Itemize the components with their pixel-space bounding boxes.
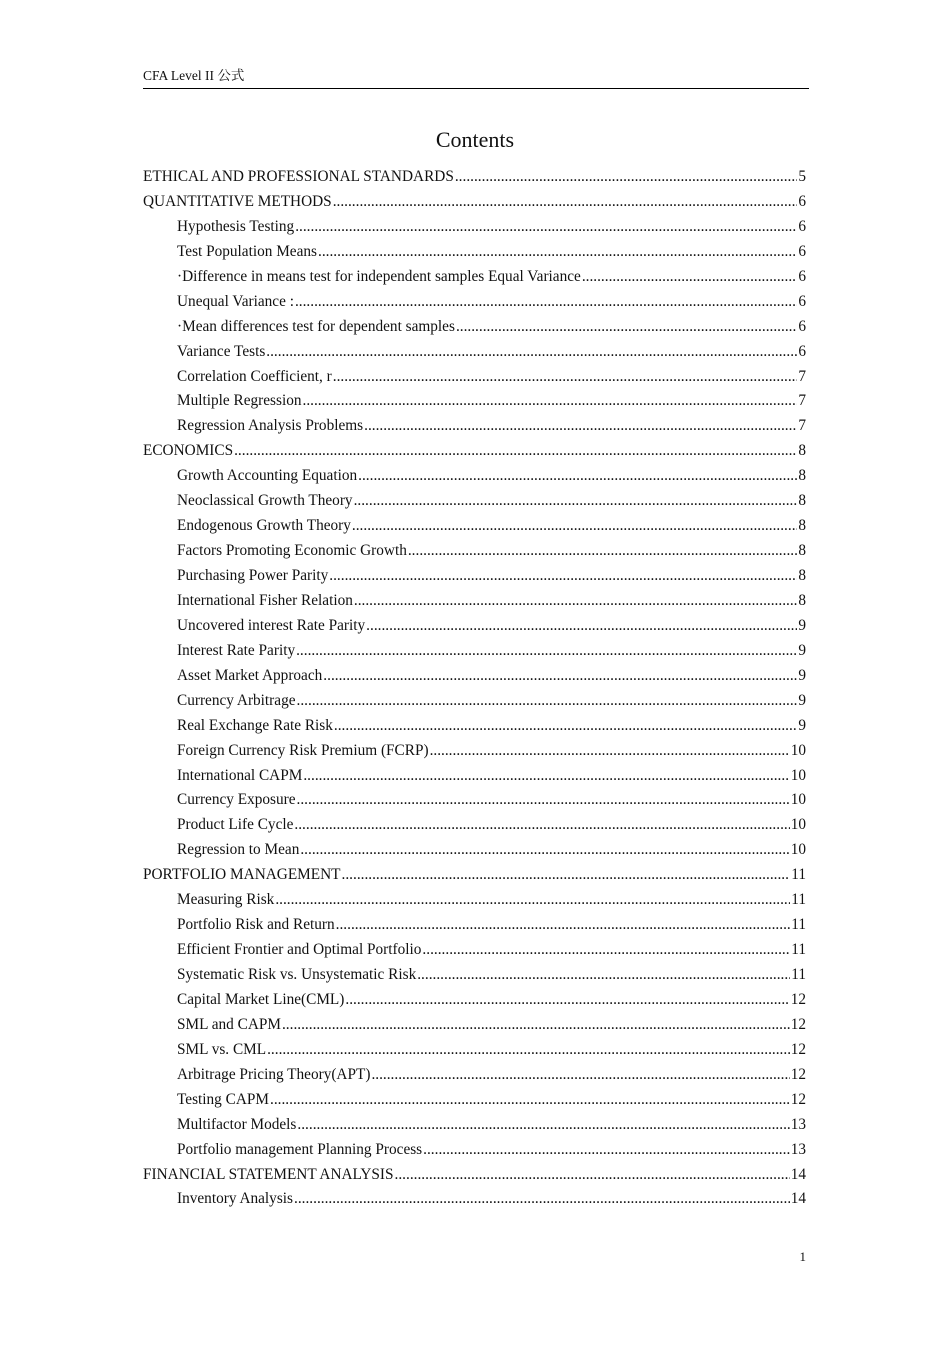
toc-entry-page-number: 12	[790, 1040, 806, 1058]
table-of-contents	[143, 165, 806, 1212]
toc-dot-leader	[282, 1013, 790, 1038]
toc-entry-label: ETHICAL AND PROFESSIONAL STANDARDS	[143, 168, 454, 185]
toc-entry-label: Testing CAPM	[177, 1090, 269, 1108]
toc-entry-label: SML and CAPM	[177, 1015, 281, 1033]
toc-entry-page-number: 8	[798, 542, 806, 560]
toc-entry-label: Multiple Regression	[177, 392, 302, 410]
toc-dot-leader	[345, 988, 789, 1013]
toc-dot-leader	[270, 1088, 790, 1113]
toc-entry-page-number: 7	[798, 367, 806, 385]
toc-entry-label: Real Exchange Rate Risk	[177, 716, 333, 734]
toc-entry-label: QUANTITATIVE METHODS	[143, 192, 332, 210]
toc-subsection-entry[interactable]	[143, 290, 806, 315]
toc-entry-label: ·Mean differences test for dependent samples	[177, 317, 455, 335]
toc-subsection-entry[interactable]	[143, 464, 806, 489]
toc-dot-leader	[371, 1063, 789, 1088]
toc-entry-label: PORTFOLIO MANAGEMENT	[143, 866, 341, 884]
toc-entry-label: Purchasing Power Parity	[177, 567, 329, 584]
toc-subsection-entry[interactable]	[143, 689, 806, 714]
toc-dot-leader	[342, 863, 791, 888]
toc-dot-leader	[294, 813, 789, 838]
toc-subsection-entry[interactable]	[143, 514, 806, 539]
toc-entry-page-number: 12	[790, 1065, 806, 1083]
toc-dot-leader	[295, 290, 797, 315]
toc-entry-page-number: 6	[798, 192, 806, 210]
toc-entry-page-number: 8	[798, 467, 806, 485]
toc-subsection-entry[interactable]	[143, 913, 806, 938]
toc-dot-leader	[267, 1038, 790, 1063]
toc-dot-leader	[430, 739, 790, 764]
toc-entry-label: Uncovered interest Rate Parity	[177, 616, 366, 634]
toc-subsection-entry[interactable]	[143, 1138, 806, 1163]
toc-entry-page-number: 11	[791, 941, 806, 959]
toc-dot-leader	[303, 389, 798, 414]
toc-subsection-entry[interactable]	[143, 240, 806, 265]
toc-entry-page-number: 8	[798, 567, 806, 584]
toc-subsection-entry[interactable]	[143, 340, 806, 365]
toc-dot-leader	[318, 240, 797, 265]
toc-dot-leader	[364, 414, 797, 439]
toc-entry-page-number: 5	[798, 168, 806, 185]
toc-entry-label: Portfolio Risk and Return	[177, 916, 335, 934]
toc-dot-leader	[417, 963, 790, 988]
toc-dot-leader	[352, 514, 797, 539]
toc-entry-page-number: 10	[790, 766, 806, 784]
toc-entry-page-number: 13	[790, 1115, 806, 1133]
toc-entry-label: SML vs. CML	[177, 1040, 267, 1058]
toc-entry-page-number: 9	[798, 616, 806, 634]
toc-entry-label: Foreign Currency Risk Premium (FCRP)	[177, 741, 429, 759]
toc-dot-leader	[334, 714, 797, 739]
toc-entry-page-number: 8	[798, 517, 806, 535]
toc-entry-page-number: 9	[798, 641, 806, 659]
toc-entry-page-number: 6	[798, 292, 806, 310]
toc-entry-page-number: 13	[790, 1140, 806, 1158]
toc-dot-leader	[395, 1163, 790, 1188]
toc-entry-page-number: 6	[798, 342, 806, 360]
toc-subsection-entry[interactable]	[143, 1013, 806, 1038]
toc-dot-leader	[423, 1138, 790, 1163]
toc-entry-label: Arbitrage Pricing Theory(APT)	[177, 1065, 371, 1083]
toc-dot-leader	[455, 165, 798, 190]
toc-entry-label: Portfolio management Planning Process	[177, 1140, 423, 1158]
toc-subsection-entry[interactable]	[143, 988, 806, 1013]
toc-entry-label: Growth Accounting Equation	[177, 467, 358, 485]
toc-subsection-entry[interactable]	[143, 714, 806, 739]
toc-entry-page-number: 11	[791, 891, 806, 909]
toc-entry-label: ECONOMICS	[143, 442, 234, 460]
toc-subsection-entry[interactable]	[143, 1063, 806, 1088]
toc-entry-page-number: 8	[798, 442, 806, 460]
toc-entry-label: Efficient Frontier and Optimal Portfolio	[177, 941, 422, 959]
toc-dot-leader	[358, 464, 797, 489]
toc-entry-page-number: 10	[790, 741, 806, 759]
page-number: 1	[799, 1249, 806, 1264]
toc-subsection-entry[interactable]	[143, 813, 806, 838]
toc-entry-page-number: 9	[798, 716, 806, 734]
toc-entry-page-number: 6	[798, 317, 806, 335]
toc-subsection-entry[interactable]	[143, 1187, 806, 1212]
toc-entry-page-number: 8	[798, 492, 806, 510]
toc-entry-page-number: 10	[790, 791, 806, 809]
toc-dot-leader	[300, 838, 789, 863]
toc-entry-page-number: 12	[790, 1090, 806, 1108]
toc-dot-leader	[295, 215, 797, 240]
toc-entry-label: Capital Market Line(CML)	[177, 990, 345, 1008]
toc-entry-label: Asset Market Approach	[177, 666, 323, 684]
toc-subsection-entry[interactable]	[143, 838, 806, 863]
toc-entry-label: Currency Exposure	[177, 791, 296, 809]
toc-section-entry[interactable]	[143, 165, 806, 190]
toc-dot-leader	[323, 664, 797, 689]
toc-entry-label: Unequal Variance :	[177, 292, 294, 310]
toc-entry-label: Measuring Risk	[177, 891, 275, 909]
toc-dot-leader	[294, 1187, 790, 1212]
toc-entry-label: Hypothesis Testing	[177, 217, 295, 235]
toc-entry-label: International Fisher Relation	[177, 591, 353, 609]
toc-dot-leader	[354, 589, 797, 614]
toc-dot-leader	[234, 439, 797, 464]
toc-dot-leader	[456, 315, 797, 340]
toc-subsection-entry[interactable]	[143, 664, 806, 689]
toc-subsection-entry[interactable]	[143, 1038, 806, 1063]
toc-entry-page-number: 7	[798, 417, 806, 435]
toc-subsection-entry[interactable]	[143, 739, 806, 764]
toc-entry-label: Currency Arbitrage	[177, 691, 296, 709]
toc-subsection-entry[interactable]	[143, 963, 806, 988]
toc-entry-page-number: 9	[798, 691, 806, 709]
toc-subsection-entry[interactable]	[143, 564, 806, 589]
toc-subsection-entry[interactable]	[143, 764, 806, 789]
toc-subsection-entry[interactable]	[143, 639, 806, 664]
toc-dot-leader	[275, 888, 790, 913]
toc-dot-leader	[336, 913, 791, 938]
toc-entry-page-number: 11	[791, 966, 806, 983]
toc-dot-leader	[354, 489, 798, 514]
toc-entry-label: Factors Promoting Economic Growth	[177, 542, 407, 560]
toc-subsection-entry[interactable]	[143, 489, 806, 514]
toc-subsection-entry[interactable]	[143, 215, 806, 240]
toc-entry-label: ·Difference in means test for independent samples Equal Variance	[177, 267, 581, 285]
toc-entry-page-number: 14	[790, 1190, 806, 1208]
toc-entry-label: Endogenous Growth Theory	[177, 517, 351, 535]
toc-subsection-entry[interactable]	[143, 1113, 806, 1138]
toc-dot-leader	[329, 564, 797, 589]
toc-section-entry[interactable]	[143, 190, 806, 215]
toc-dot-leader	[303, 764, 789, 789]
toc-entry-page-number: 11	[791, 916, 806, 934]
toc-subsection-entry[interactable]	[143, 888, 806, 913]
toc-dot-leader	[297, 788, 790, 813]
toc-dot-leader	[582, 265, 798, 290]
toc-section-entry[interactable]	[143, 863, 806, 888]
toc-entry-label: Regression Analysis Problems	[177, 417, 364, 435]
toc-dot-leader	[366, 614, 797, 639]
header-text: CFA Level II 公式	[143, 68, 245, 83]
toc-subsection-entry[interactable]	[143, 539, 806, 564]
toc-dot-leader	[266, 340, 797, 365]
toc-subsection-entry[interactable]	[143, 315, 806, 340]
toc-entry-page-number: 10	[790, 816, 806, 834]
toc-entry-page-number: 9	[798, 666, 806, 684]
toc-subsection-entry[interactable]	[143, 389, 806, 414]
toc-entry-label: Regression to Mean	[177, 841, 300, 859]
toc-entry-page-number: 6	[798, 217, 806, 235]
toc-entry-label: Inventory Analysis	[177, 1190, 293, 1208]
toc-entry-page-number: 12	[790, 1015, 806, 1033]
toc-subsection-entry[interactable]	[143, 365, 806, 390]
toc-dot-leader	[422, 938, 790, 963]
toc-entry-label: International CAPM	[177, 766, 303, 784]
toc-section-entry[interactable]	[143, 1163, 806, 1188]
toc-entry-label: Neoclassical Growth Theory	[177, 492, 353, 510]
toc-entry-label: FINANCIAL STATEMENT ANALYSIS	[143, 1165, 394, 1183]
toc-dot-leader	[296, 639, 797, 664]
toc-subsection-entry[interactable]	[143, 1088, 806, 1113]
toc-dot-leader	[333, 365, 798, 390]
toc-entry-label: Multifactor Models	[177, 1115, 297, 1133]
toc-entry-page-number: 6	[798, 267, 806, 285]
toc-subsection-entry[interactable]	[143, 938, 806, 963]
toc-entry-page-number: 11	[791, 866, 806, 884]
toc-dot-leader	[297, 689, 798, 714]
toc-entry-label: Variance Tests	[177, 342, 266, 360]
toc-dot-leader	[408, 539, 797, 564]
toc-entry-label: Test Population Means	[177, 242, 317, 260]
toc-entry-page-number: 10	[790, 841, 806, 859]
toc-subsection-entry[interactable]	[143, 589, 806, 614]
toc-subsection-entry[interactable]	[143, 265, 806, 290]
toc-subsection-entry[interactable]	[143, 614, 806, 639]
toc-entry-page-number: 6	[798, 242, 806, 260]
toc-entry-label: Product Life Cycle	[177, 816, 294, 834]
toc-entry-label: Correlation Coefficient, r	[177, 367, 332, 385]
toc-section-entry[interactable]	[143, 439, 806, 464]
toc-dot-leader	[333, 190, 798, 215]
toc-subsection-entry[interactable]	[143, 788, 806, 813]
page-title: Contents	[435, 127, 515, 152]
toc-entry-page-number: 12	[790, 990, 806, 1008]
toc-entry-label: Systematic Risk vs. Unsystematic Risk	[177, 966, 417, 983]
toc-subsection-entry[interactable]	[143, 414, 806, 439]
toc-entry-page-number: 7	[798, 392, 806, 410]
page-header	[143, 67, 809, 89]
toc-entry-page-number: 14	[790, 1165, 806, 1183]
toc-entry-label: Interest Rate Parity	[177, 641, 296, 659]
toc-entry-page-number: 8	[798, 591, 806, 609]
toc-dot-leader	[297, 1113, 789, 1138]
